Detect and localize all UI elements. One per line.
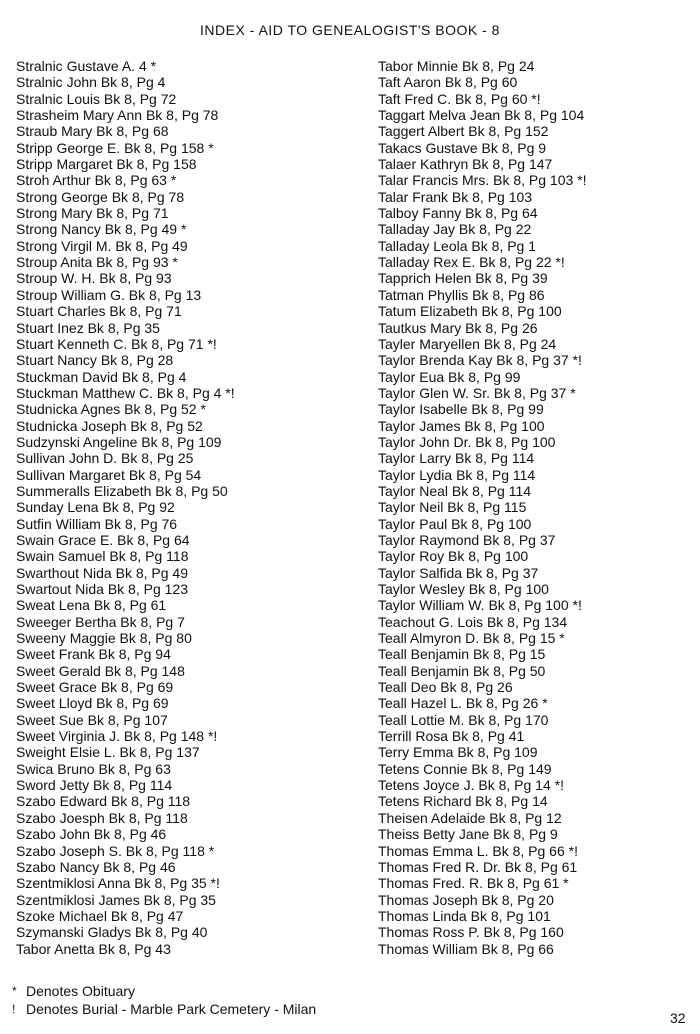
index-entry: Stuart Charles Bk 8, Pg 71 bbox=[16, 303, 182, 320]
index-entry: Sudzynski Angeline Bk 8, Pg 109 bbox=[16, 433, 222, 450]
index-entry: Tetens Richard Bk 8, Pg 14 bbox=[378, 793, 548, 810]
index-entry: Sullivan Margaret Bk 8, Pg 54 bbox=[16, 466, 202, 483]
index-entry: Szabo John Bk 8, Pg 46 bbox=[16, 826, 167, 843]
burial-label: Denotes Burial - Marble Park Cemetery - Milan bbox=[26, 1001, 317, 1017]
legend bbox=[12, 982, 316, 1018]
index-entry: Talladay Rex E. Bk 8, Pg 22 *! bbox=[378, 254, 565, 271]
index-entry: Sweet Sue Bk 8, Pg 107 bbox=[16, 711, 168, 728]
index-entry: Thomas Ross P. Bk 8, Pg 160 bbox=[378, 924, 564, 941]
index-entry: Taylor Wesley Bk 8, Pg 100 bbox=[378, 581, 549, 597]
index-entry: Takacs Gustave Bk 8, Pg 9 bbox=[378, 139, 547, 156]
index-entry: Thomas Emma L. Bk 8, Pg 66 *! bbox=[378, 842, 578, 859]
index-entry: Tatum Elizabeth Bk 8, Pg 100 bbox=[378, 303, 562, 320]
index-entry: Stripp Margaret Bk 8, Pg 158 bbox=[16, 156, 197, 173]
index-entry: Strong Nancy Bk 8, Pg 49 * bbox=[16, 221, 187, 238]
index-entry: Talaer Kathryn Bk 8, Pg 147 bbox=[378, 156, 553, 173]
index-entry: Taylor Salfida Bk 8, Pg 37 bbox=[378, 564, 539, 581]
index-entry: Taylor Roy Bk 8, Pg 100 bbox=[378, 548, 529, 565]
obituary-symbol: * bbox=[12, 984, 17, 998]
index-entry: Teall Benjamin Bk 8, Pg 15 bbox=[378, 646, 546, 663]
index-entry: Stuart Kenneth C. Bk 8, Pg 71 *! bbox=[16, 335, 217, 352]
index-entry: Stuckman Matthew C. Bk 8, Pg 4 *! bbox=[16, 384, 235, 401]
index-entry: Swica Bruno Bk 8, Pg 63 bbox=[16, 760, 171, 777]
index-entry: Terrill Rosa Bk 8, Pg 41 bbox=[378, 728, 525, 745]
index-entry: Tautkus Mary Bk 8, Pg 26 bbox=[378, 319, 538, 336]
index-entry: Taylor John Dr. Bk 8, Pg 100 bbox=[378, 433, 556, 450]
index-entry: Taft Fred C. Bk 8, Pg 60 *! bbox=[378, 90, 541, 107]
index-entry: Sweat Lena Bk 8, Pg 61 bbox=[16, 597, 167, 614]
index-entry: Tatman Phyllis Bk 8, Pg 86 bbox=[378, 286, 545, 303]
index-entry: Szabo Joseph S. Bk 8, Pg 118 * bbox=[16, 842, 215, 859]
index-entry: Taft Aaron Bk 8, Pg 60 bbox=[378, 74, 518, 91]
index-entry: Taylor Neal Bk 8, Pg 114 bbox=[378, 482, 532, 499]
index-entry: Tabor Anetta Bk 8, Pg 43 bbox=[16, 940, 171, 957]
index-entry: Swartout Nida Bk 8, Pg 123 bbox=[16, 581, 188, 597]
index-entry: Sweet Grace Bk 8, Pg 69 bbox=[16, 679, 174, 696]
index-entry: Teall Deo Bk 8, Pg 26 bbox=[378, 679, 513, 696]
index-entry: Taylor Lydia Bk 8, Pg 114 bbox=[378, 466, 536, 483]
index-entry: Stroup Anita Bk 8, Pg 93 * bbox=[16, 254, 178, 271]
index-entry: Straub Mary Bk 8, Pg 68 bbox=[16, 123, 169, 140]
index-entry: Thomas Fred. R. Bk 8, Pg 61 * bbox=[378, 875, 569, 892]
index-entry: Stroup William G. Bk 8, Pg 13 bbox=[16, 286, 202, 303]
index-entry: Sword Jetty Bk 8, Pg 114 bbox=[16, 777, 173, 794]
index-entry: Szoke Michael Bk 8, Pg 47 bbox=[16, 907, 184, 924]
index-entry: Stroup W. H. Bk 8, Pg 93 bbox=[16, 270, 172, 287]
index-entry: Sweet Frank Bk 8, Pg 94 bbox=[16, 646, 171, 663]
index-entry: Strong Mary Bk 8, Pg 71 bbox=[16, 205, 169, 222]
index-entry: Teall Almyron D. Bk 8, Pg 15 * bbox=[378, 630, 565, 647]
index-entry: Tetens Connie Bk 8, Pg 149 bbox=[378, 760, 552, 777]
index-entry: Stuart Nancy Bk 8, Pg 28 bbox=[16, 352, 174, 369]
index-entry: Swarthout Nida Bk 8, Pg 49 bbox=[16, 564, 188, 581]
index-entry: Swain Samuel Bk 8, Pg 118 bbox=[16, 548, 189, 565]
index-entry: Taylor Isabelle Bk 8, Pg 99 bbox=[378, 401, 544, 418]
index-entry: Studnicka Joseph Bk 8, Pg 52 bbox=[16, 417, 203, 434]
index-entry: Stralnic Gustave A. 4 * bbox=[16, 58, 157, 74]
index-entry: Sweeger Bertha Bk 8, Pg 7 bbox=[16, 613, 185, 630]
index-entry: Taylor William W. Bk 8, Pg 100 *! bbox=[378, 597, 582, 614]
burial-symbol: ! bbox=[12, 1002, 16, 1016]
index-entry: Talladay Jay Bk 8, Pg 22 bbox=[378, 221, 532, 238]
index-entry: Stuart Inez Bk 8, Pg 35 bbox=[16, 319, 160, 336]
index-entry: Stuckman David Bk 8, Pg 4 bbox=[16, 368, 187, 385]
index-entry: Taylor Eua Bk 8, Pg 99 bbox=[378, 368, 521, 385]
index-entry: Taggart Melva Jean Bk 8, Pg 104 bbox=[378, 107, 585, 124]
index-entry: Taylor James Bk 8, Pg 100 bbox=[378, 417, 545, 434]
index-entry: Taylor Glen W. Sr. Bk 8, Pg 37 * bbox=[378, 384, 576, 401]
index-entry: Taylor Raymond Bk 8, Pg 37 bbox=[378, 531, 556, 548]
index-entry: Taylor Brenda Kay Bk 8, Pg 37 *! bbox=[378, 352, 582, 369]
index-entry: Taylor Larry Bk 8, Pg 114 bbox=[378, 450, 535, 467]
index-entry: Thomas Joseph Bk 8, Pg 20 bbox=[378, 891, 554, 908]
index-entry: Tayler Maryellen Bk 8, Pg 24 bbox=[378, 335, 557, 352]
index-entry: Taylor Paul Bk 8, Pg 100 bbox=[378, 515, 532, 532]
index-entry: Thomas William Bk 8, Pg 66 bbox=[378, 940, 554, 957]
page-number: 32 bbox=[670, 1010, 686, 1026]
index-entry: Sweet Lloyd Bk 8, Pg 69 bbox=[16, 695, 169, 712]
index-entry: Szymanski Gladys Bk 8, Pg 40 bbox=[16, 924, 208, 941]
index-entry: Taylor Neil Bk 8, Pg 115 bbox=[378, 499, 527, 516]
index-entry: Teall Hazel L. Bk 8, Pg 26 * bbox=[378, 695, 548, 712]
index-entry: Szabo Edward Bk 8, Pg 118 bbox=[16, 793, 191, 810]
index-entry: Teall Lottie M. Bk 8, Pg 170 bbox=[378, 711, 549, 728]
index-entry: Szentmiklosi James Bk 8, Pg 35 bbox=[16, 891, 216, 908]
index-entry: Sunday Lena Bk 8, Pg 92 bbox=[16, 499, 175, 516]
index-entry: Sweight Elsie L. Bk 8, Pg 137 bbox=[16, 744, 200, 761]
index-entry: Strong George Bk 8, Pg 78 bbox=[16, 188, 185, 205]
obituary-label: Denotes Obituary bbox=[26, 983, 135, 999]
index-entry: Theiss Betty Jane Bk 8, Pg 9 bbox=[378, 826, 558, 843]
index-entry: Teall Benjamin Bk 8, Pg 50 bbox=[378, 662, 546, 679]
index-entry: Taggert Albert Bk 8, Pg 152 bbox=[378, 123, 549, 140]
index-entry: Talar Frank Bk 8, Pg 103 bbox=[378, 188, 533, 205]
index-entry: Strong Virgil M. Bk 8, Pg 49 bbox=[16, 237, 188, 254]
index-entry: Tapprich Helen Bk 8, Pg 39 bbox=[378, 270, 548, 287]
legend-burial bbox=[12, 1000, 316, 1018]
left-index-column bbox=[16, 58, 356, 957]
index-entry: Thomas Fred R. Dr. Bk 8, Pg 61 bbox=[378, 858, 578, 875]
index-entry: Szentmiklosi Anna Bk 8, Pg 35 *! bbox=[16, 875, 220, 892]
index-entry: Terry Emma Bk 8, Pg 109 bbox=[378, 744, 538, 761]
index-entry: Swain Grace E. Bk 8, Pg 64 bbox=[16, 531, 190, 548]
page-title: INDEX - AID TO GENEALOGIST'S BOOK - 8 bbox=[200, 22, 500, 38]
index-entry: Stripp George E. Bk 8, Pg 158 * bbox=[16, 139, 214, 156]
index-entry: Talar Francis Mrs. Bk 8, Pg 103 *! bbox=[378, 172, 587, 189]
index-entry: Theisen Adelaide Bk 8, Pg 12 bbox=[378, 809, 562, 826]
index-entry: Thomas Linda Bk 8, Pg 101 bbox=[378, 907, 551, 924]
index-entry: Talladay Leola Bk 8, Pg 1 bbox=[378, 237, 536, 254]
index-entry: Sweet Virginia J. Bk 8, Pg 148 *! bbox=[16, 728, 218, 745]
index-entry: Talboy Fanny Bk 8, Pg 64 bbox=[378, 205, 538, 222]
legend-obituary bbox=[12, 982, 316, 1000]
index-entry: Tabor Minnie Bk 8, Pg 24 bbox=[378, 58, 535, 74]
index-entry: Teachout G. Lois Bk 8, Pg 134 bbox=[378, 613, 568, 630]
index-entry: Szabo Nancy Bk 8, Pg 46 bbox=[16, 858, 176, 875]
index-entry: Stroh Arthur Bk 8, Pg 63 * bbox=[16, 172, 177, 189]
index-entry: Sweet Gerald Bk 8, Pg 148 bbox=[16, 662, 185, 679]
index-entry: Sweeny Maggie Bk 8, Pg 80 bbox=[16, 630, 192, 647]
index-entry: Summeralls Elizabeth Bk 8, Pg 50 bbox=[16, 482, 228, 499]
index-entry: Szabo Joesph Bk 8, Pg 118 bbox=[16, 809, 188, 826]
index-entry: Stralnic Louis Bk 8, Pg 72 bbox=[16, 90, 177, 107]
index-entry: Sullivan John D. Bk 8, Pg 25 bbox=[16, 450, 194, 467]
index-entry: Tetens Joyce J. Bk 8, Pg 14 *! bbox=[378, 777, 564, 794]
index-entry: Studnicka Agnes Bk 8, Pg 52 * bbox=[16, 401, 206, 418]
right-index-column bbox=[378, 58, 688, 957]
index-entry: Strasheim Mary Ann Bk 8, Pg 78 bbox=[16, 107, 219, 124]
index-entry: Stralnic John Bk 8, Pg 4 bbox=[16, 74, 166, 91]
index-entry: Sutfin William Bk 8, Pg 76 bbox=[16, 515, 178, 532]
